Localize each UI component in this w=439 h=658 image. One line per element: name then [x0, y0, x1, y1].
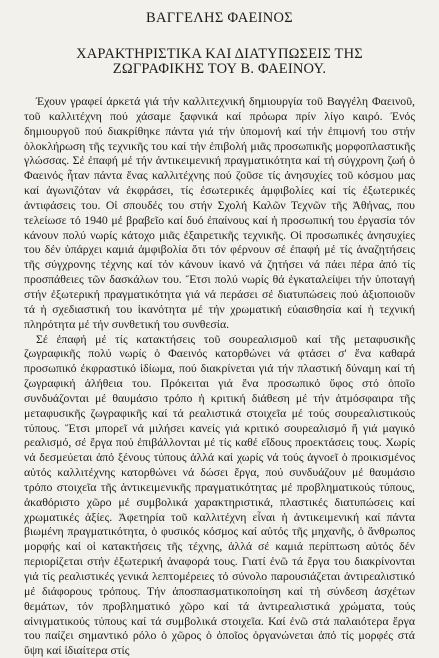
title-line-1: ΧΑΡΑΚΤΗΡΙΣΤΙΚΑ ΚΑΙ ΔΙΑΤΥΠΩΣΕΙΣ ΤΗΣ: [24, 47, 415, 62]
author-name: ΒΑΓΓΕΛΗΣ ΦΑΕΙΝΟΣ: [24, 10, 415, 27]
paragraph-2: Σέ ἐπαφή μέ τίς κατακτήσεις τοῦ σουρεαλισμοῦ καί τῆς μεταφυσικῆς ζωγραφικῆς πολύ νωρίς ὁ Φαεινός κατορθώνει νά φτάσει σ' ἕνα καθαρά προσωπικό ἐκφραστικό ἰδίωμα, πού διακρίνεται γιά τήν πλαστική δύναμη καί τή ζωγραφική ἀλήθεια του. Πρόκειται γιά ἕνα προσωπικό ὕφος στό ὁποῖο συνδυάζονται μέ θαυμάσιο τρόπο ἡ κριτική διάθεση μέ τήν ἀτμόσφαιρα τῆς μεταφυσικῆς ζωγραφικῆς καί τά ρεαλιστικά στοιχεῖα μέ τούς σουρεαλιστικούς τύπους. Ἔτσι μπορεῖ νά μιλήσει κανείς γιά κριτικό σουρεαλισμό ἤ γιά μαγικό ρεαλισμό, σέ ἔργα πού ἐπιβάλλονται μέ τίς καθέ εἴδους προεκτάσεις τους. Χωρίς νά δεσμεύεται ἀπό ξένους τύπους ἀλλά καί χωρίς νά τούς ἀγνοεῖ ὁ προικισμένος αὐτός καλλιτέχνης κατορθώνει νά δώσει ἔργα, πού συνδυάζουν μέ θαυμάσιο τρόπο στοιχεῖα τῆς ἀντικειμενικῆς πραγματικότητας μέ προβληματικούς τύπους, ἀκαθόριστο χῶρο μέ συμβολικά χαρακτηριστικά, πλαστικές διατυπώσεις καί χρωματικές ἀξίες. Ἀφετηρία τοῦ καλλιτέχνη εἶναι ἡ ἀντικειμενική καί πάντα βιωμένη πραγματικότητα, ὁ φυσικός κόσμος καί αὐτός τῆς μηχανῆς, ὁ ἄνθρωπος μορφής καί οἱ κατακτήσεις τῆς τέχνης, ἀλλά σέ καμιά περίπτωση αὐτός δέν περιορίζεται στήν ἐξωτερική ἀναφορά τους. Γιατί ἐνῶ τά ἔργα του διακρίνονται γιά τίς ρεαλιστικές γενικά λεπτομέρειες τό σύνολο παρουσιάζεται ἀντιρεαλιστικό μέ διάφορους τρόπους. Τήν ἀποσπασματικοποίηση καί τή σύνδεση ἀσχέτων θεμάτων, τόν προβληματικό χῶρο καί τά ἀντιρεαλιστικά χρώματα, τούς αἰνιγματικούς τύπους καί τά συμβολικά στοιχεῖα. Καί ἐνῶ στά παλαιότερα ἔργα του παίζει σημαντικό ρόλο ὁ χῶρος ὁ ὁποῖος ὀργανώνεται ἀπό τίς μορφές στά ὕψη καί ἰδιαίτερα στίς: [24, 332, 415, 658]
paragraph-1: Έχουν γραφεί άρκετά γιά τήν καλλιτεχνική δημιουργία τοῦ Βαγγέλη Φαεινοῦ, τοῦ καλλιτέχνη πού χάσαμε ξαφνικά καί πρόωρα πρίν λίγο καιρό. Ένός δημιουργοῦ πού διακρίθηκε πάντα γιά τήν ὑπομονή καί τήν ἐπιμονή του στήν ὁλοκλήρωση τῆς τεχνικῆς του καί τήν ἐπιβολή μιᾶς προσωπικῆς μορφοπλαστικῆς γλώσσας. Σέ ἐπαφή μέ τήν ἀντικειμενική πραγματικότητα καί τή σύγχρονη ζωή ὁ Φαεινός ἦταν πάντα ἕνας καλλιτέχνης πού ζοῦσε τίς ἀνησυχίες τοῦ κόσμου μας καί ἀγωνιζόταν νά ἐκφράσει, τίς ἐσωτερικές ἀμφιβολίες καί τίς ἐξωτερικές ἀντιφάσεις του. Οἱ σπουδές του στήν Σχολή Καλῶν Τεχνῶν τῆς Ἀθήνας, που τελείωσε τό 1940 μέ βραβεῖο καί δυό ἐπαίνους καί ἡ προσωπική του ἐργασία τόν κάνουν πολύ νωρίς κάτοχο μιᾶς ἐξαιρετικῆς τεχνικῆς. Οἱ προσωπικές ἀνησυχίες του δέν ὑπάρχει καμιά ἀμφιβολία ὅτι τόν φέρνουν σέ ἐπαφή μέ τίς ἀναζητήσεις τῆς σύγχρονης τέχνης καί τόν κάνουν ἱκανό νά ζητήσει νά πάει πέρα ἀπό τίς προσπάθειες τῶν δασκάλων του. Ἔτσι πολύ νωρίς θά ἐγκαταλείψει τήν ὑποταγή στήν ἐξωτερική πραγματικότητα γιά νά περάσει σέ διατυπώσεις πού ἀξιοποιοῦν τά ἡ σχεδιαστική του ἱκανότητα μέ τήν χρωματική εὐαισθησία καί ἡ τεχνική πληρότητα μέ τήν συνθετική του συνθεσία.: [24, 94, 415, 332]
title-line-2: ΖΩΓΡΑΦΙΚΗΣ ΤΟΥ Β. ΦΑΕΙΝΟΥ.: [24, 62, 415, 77]
article-title: [24, 47, 415, 77]
article-body: [24, 94, 415, 658]
